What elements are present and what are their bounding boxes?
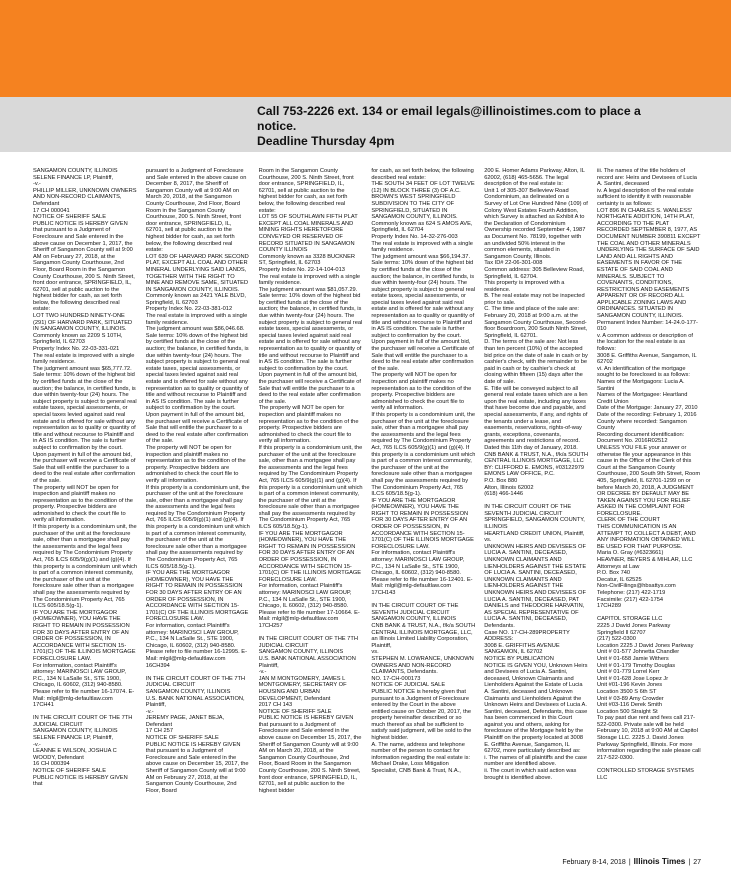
notice-column-4: for cash, as set forth below, the following described real estate: THE SOUTH 34 FEET OF LOT TWELVE (12) IN BLOCK THREE (3) OF A.C. BROWN'S WEST SPRINGFIELD SUBDIVISION TO THE CITY OF SPRINGFIELD, SITUATED IN SANGAMON COUNTY, ILLINOIS. Commonly known as 624 S AMOS AVE, Springfield, IL 62704 Property Index No. 14-32-276-003 The real estate is improved with a single family residence. The judgment amount was $66,194.37. Sale terms: 10% down of the highest bid by certified funds at the close of the auction; the balance, in certified funds, is due within twenty-four (24) hours. The subject property is subject to general real estate taxes, special assessments, or special taxes levied against said real estate and is offered for sale without any representation as to quality or quantity of title and without recourse to Plaintiff and in AS IS condition. The sale is further subject to confirmation by the court. Upon payment in full of the amount bid, the purchaser will receive a Certificate of Sale that will entitle the purchaser to a deed to the real estate after confirmation of the sale. The property will NOT be open for inspection and plaintiff makes no representation as to the condition of the property. Prospective bidders are admonished to check the court file to verify all information. If this property is a condominium unit, the purchaser of the unit at the foreclosure sale, other than a mortgagee shall pay the assessments and the legal fees required by The Condominium Property Act, 765 ILCS 605/9(g)(1) and (g)(4). If this property is a condominium unit which is part of a common interest community, the purchaser of the unit at the foreclosure sale other than a mortgagee shall pay the assessments required by The Condominium Property Act, 765 ILCS 605/18.5(g-1). IF YOU ARE THE MORTGAGOR (HOMEOWNER), YOU HAVE THE RIGHT TO REMAIN IN POSSESSION FOR 30 DAYS AFTER ENTRY OF AN ORDER OF POSSESSION, IN ACCORDANCE WITH SECTION 15-1701(C) OF THE ILLINOIS MORTGAGE FORECLOSURE LAW. For information, contact Plaintiff's attorney: MARINOSCI LAW GROUP, P.C., 134 N LaSalle St., STE 1900, Chicago, IL 60602, (312) 940-8580. Please refer to file number 16-12401. E-Mail: mlgil@mlg-defaultlaw.com 17CH143 IN THE CIRCUIT COURT OF THE SEVENTH JUDICIAL CIRCUIT SANGAMON COUNTY, ILLINOIS CNB BANK & TRUST, N.A., f/k/a SOUTH CENTRAL ILLINOIS MORTGAGE, LLC, an Illinois Limited Liability Corporation, Plaintiff, vs. STEPHEN M. LOWRANCE, UNKNOWN OWNERS AND NON-RECORD CLAIMANTS, Defendants. NO. 17-CH-000173 NOTICE OF JUDICIAL SALE PUBLIC NOTICE is hereby given that pursuant to a Judgment of Foreclosure entered by the Court in the above entitled cause on October 20, 2017, the property hereinafter described or so much thereof as shall be sufficient to satisfy said judgment, will be sold to the highest bidder. A. The name, address and telephone number of the person to contact for information regarding the real estate is: Michael Drake, Loss Mitigation Specialist, CNB Bank & Trust, N.A., [371,168,476,775]
notice-column-2: pursuant to a Judgment of Foreclosure and Sale entered in the above cause on December 8, 2017, the Sheriff of Sangamon County will at 9:00 AM on March 20, 2018, at the Sangamon County Courthouse, 2nd Floor, Board Room in the Sangamon County Courthouse, 200 S. Ninth Street, front door entrance, SPRINGFIELD, IL, 62701, sell at public auction to the highest bidder for cash, as set forth below, the following described real estate: LOT 639 OF HARVARD PARK SECOND PLAT, EXCEPT ALL COAL AND OTHER MINERAL UNDERLYING SAID LANDS, TOGETHER WITH THE RIGHT TO MINE AND REMOVE SAME, SITUATED IN SANGAMON COUNTY, ILLINOIS. Commonly known as 2421 YALE BLVD, Springfield, IL 62703 Property Index No. 22-03-381-012 The real estate is improved with a single family residence. The judgment amount was $86,046.68. Sale terms: 10% down of the highest bid by certified funds at the close of the auction; the balance, in certified funds, is due within twenty-four (24) hours. The subject property is subject to general real estate taxes, special assessments, or special taxes levied against said real estate and is offered for sale without any representation as to quality or quantity of title and without recourse to Plaintiff and in AS IS condition. The sale is further subject to confirmation by the court. Upon payment in full of the amount bid, the purchaser will receive a Certificate of Sale that will entitle the purchaser to a deed to the real estate after confirmation of the sale. The property will NOT be open for inspection and plaintiff makes no representation as to the condition of the property. Prospective bidders are admonished to check the court file to verify all information. If this property is a condominium unit, the purchaser of the unit at the foreclosure sale, other than a mortgagee shall pay the assessments and the legal fees required by The Condominium Property Act, 765 ILCS 605/9(g)(1) and (g)(4). If this property is a condominium unit which is part of a common interest community, the purchaser of the unit at the foreclosure sale other than a mortgagee shall pay the assessments required by The Condominium Property Act, 765 ILCS 605/18.5(g-1). IF YOU ARE THE MORTGAGOR (HOMEOWNER), YOU HAVE THE RIGHT TO REMAIN IN POSSESSION FOR 30 DAYS AFTER ENTRY OF AN ORDER OF POSSESSION, IN ACCORDANCE WITH SECTION 15-1701(C) OF THE ILLINOIS MORTGAGE FORECLOSURE LAW. For information, contact Plaintiff's attorney: MARINOSCI LAW GROUP, P.C., 134 N LaSalle St., STE 1900, Chicago, IL 60602, (312) 940-8580. Please refer to file number 16-12995. E-Mail: mlgil@mlg-defaultlaw.com 16CH394 IN THE CIRCUIT COURT OF THE 7TH JUDICIAL CIRCUIT SANGAMON COUNTY, ILLINOIS U.S. BANK NATIONAL ASSOCIATION, Plaintiff, -v.- JEREMY PAGE, JANET BEJA, Defendant 17 CH 257 NOTICE OF SHERIFF SALE PUBLIC NOTICE IS HEREBY GIVEN that pursuant to a Judgment of Foreclosure and Sale entered in the above cause on December 15, 2017, the Sheriff of Sangamon County will at 9:00 AM on February 27, 2018, at the Sangamon County Courthouse, 2nd Floor, Board [145,168,250,794]
contact-line-2: Deadline Thursday 4pm [257,134,395,148]
footer-separator: | [628,859,631,866]
notice-column-6: iii. The names of the title holders of record are: Heirs and Devisees of Lucia A. Santini, deceased iv. A legal description of the real estate sufficient to identify it with reasonable certainty is as follows: LOT 896 IN CHARLES S. WANLESS' NORTHGATE ADDITION, 14TH PLAT, ACCORDING TO THE PLAT RECORDED SEPTEMBER 8, 1977, AS DOCUMENT NUMBER 390811 EXCEPT THE COAL AND OTHER MINERALS UNDERLYING THE SURFACE OF SAID LAND AND ALL RIGHTS AND EASEMENTS IN FAVOR OF THE ESTATE OF SAID COAL AND MINERALS. SUBJECT TO COVENANTS, CONDITIONS, RESTRICTIONS AND EASEMENTS APPARENT OR OF RECORD ALL APPLICABLE ZONING LAWS AND ORDINANCES. SITUATED IN SANGAMON COUNTY, ILLINOIS. Permanent Index Number: 14-24.0-177-010 v. A common address or description of the location for the real estate is as follows: 3008 E. Griffiths Avenue, Sangamon, IL 62702 vi. An identification of the mortgage sought to be foreclosed is as follows: Names of the Mortgagors: Lucia A. Santini Names of the Mortgagee: Heartland Credit Union Date of the Mortgage: January 27, 2010 Date of the recording: February 1, 2016 County where recorded: Sangamon County Recording document identification: Document No. 2016R02512 UNLESS YOU FILE your answer or otherwise file your appearance in this cause in the Office of the Clerk of this Court at the Sangamon County Courthouse, 200 South 9th Street, Room 405, Springfield, IL 62701-1299 on or before March 20, 2018, A JUDGMENT OR DECREE BY DEFAULT MAY BE TAKEN AGAINST YOU FOR RELIEF ASKED IN THE COMPLAINT FOR FORECLOSURE. CLERK OF THE COURT THIS COMMUNICATION IS AN ATTEMPT TO COLLECT A DEBT, AND ANY INFORMATION OBTAINED WILL BE USED FOR THAT PURPOSE. Maria O. Gray (#6323661) HEAVNER, BEYERS & MIHLAR, LLC Attorneys at Law P.O. Box 740 Decatur, IL 62525 Non-CivilFilings@hbsattys.com Telephone: (217) 422-1719 Facsimile: (217) 422-1754 17CH289 CAPITOL STORAGE LLC 2225 J David Jones Parkway Springfield Il 62707 (217) 522-0300 Location 2225 J David Jones Parkway Unit # 01-577 Johnetta Chandler Unit # 01-658 Jamie Withers Unit # 01-179 Timothy Douglas Unit # 01-779 Lorrel Kerr Unit # 01-628 Jose Lopez Jr Unit #01-196 Kevin Jones Location 3500 S 6th ST Unit # 03-89 Amy Crowder Unit #03-116 Derek Smith Location 500 Straight St To pay past due rent and fees call 217-522-0300. Private sale will be held February 10, 2018 at 9:00 AM at Capitol Storage LLC. 2225 J. David Jones Parkway Springfield, Illinois. For more information regarding the sale please call 217-522-0300. CONTROLLED STORAGE SYSTEMS LLC [596,168,701,781]
legal-notices-columns [33,168,701,838]
contact-info [257,104,677,149]
notice-column-1: SANGAMON COUNTY, ILLINOIS SELENE FINANCE LP, Plaintiff, -v.- PHILLIP MILLER, UNKNOWN OWNERS AND NON-RECORD CLAIMANTS, Defendant 17 CH 000041 NOTICE OF SHERIFF SALE PUBLIC NOTICE IS HEREBY GIVEN that pursuant to a Judgment of Foreclosure and Sale entered in the above cause on December 1, 2017, the Sheriff of Sangamon County will at 9:00 AM on February 27, 2018, at the Sangamon County Courthouse, 2nd Floor, Board Room in the Sangamon County Courthouse, 200 S. Ninth Street, front door entrance, SPRINGFIELD, IL, 62701, sell at public auction to the highest bidder for cash, as set forth below, the following described real estate: LOT TWO HUNDRED NINETY-ONE (291) OF HARVARD PARK, SITUATED IN SANGAMON COUNTY, ILLINOIS. Commonly known as 2209 S 10TH, Springfield, IL 62703 Property Index No. 22-03-331-021 The real estate is improved with a single family residence. The judgment amount was $65,777.72. Sale terms: 10% down of the highest bid by certified funds at the close of the auction; the balance, in certified funds, is due within twenty-four (24) hours. The subject property is subject to general real estate taxes, special assessments, or special taxes levied against said real estate and is offered for sale without any representation as to quality or quantity of title and without recourse to Plaintiff and in AS IS condition. The sale is further subject to confirmation by the court. Upon payment in full of the amount bid, the purchaser will receive a Certificate of Sale that will entitle the purchaser to a deed to the real estate after confirmation of the sale. The property will NOT be open for inspection and plaintiff makes no representation as to the condition of the property. Prospective bidders are admonished to check the court file to verify all information. If this property is a condominium unit, the purchaser of the unit at the foreclosure sale, other than a mortgagee shall pay the assessments and the legal fees required by The Condominium Property Act, 765 ILCS 605/9(g)(1) and (g)(4). If this property is a condominium unit which is part of a common interest community, the purchaser of the unit at the foreclosure sale other than a mortgagee shall pay the assessments required by The Condominium Property Act, 765 ILCS 605/18.5(g-1). IF YOU ARE THE MORTGAGOR (HOMEOWNER), YOU HAVE THE RIGHT TO REMAIN IN POSSESSION FOR 30 DAYS AFTER ENTRY OF AN ORDER OF POSSESSION, IN ACCORDANCE WITH SECTION 15-1701(C) OF THE ILLINOIS MORTGAGE FORECLOSURE LAW. For information, contact Plaintiff's attorney: MARINOSCI LAW GROUP, P.C., 134 N LaSalle St., STE 1900, Chicago, IL 60602, (312) 940-8580. Please refer to file number 16-17074. E-Mail: mlgil@mlg-defaultlaw.com 17CH41 IN THE CIRCUIT COURT OF THE 7TH JUDICIAL CIRCUIT SANGAMON COUNTY, ILLINOIS SELENE FINANCE LP, Plaintiff, -v.- LEANNE E WILSON, JOSHUA C WOODY, Defendant 16 CH 000394 NOTICE OF SHERIFF SALE PUBLIC NOTICE IS HEREBY GIVEN that [33,168,137,788]
notice-column-3: Room in the Sangamon County Courthouse, 200 S. Ninth Street, front door entrance, SPRINGFIELD, IL, 62701, sell at public auction to the highest bidder for cash, as set forth below, the following described real estate: LOT 55 OF SOUTHLAWN FIFTH PLAT EXCEPT ALL COAL MINERALS AND MINING RIGHTS HERETOFORE CONVEYED OR RESERVED OF RECORD SITUATED IN SANGAMON COUNTY ILLINOIS Commonly known as 3328 BUCKNER ST, Springfield, IL 62703 Property Index No. 22-14-104-013 The real estate is improved with a single family residence. The judgment amount was $81,057.29. Sale terms: 10% down of the highest bid by certified funds at the close of the auction; the balance, in certified funds, is due within twenty-four (24) hours. The subject property is subject to general real estate taxes, special assessments, or special taxes levied against said real estate and is offered for sale without any representation as to quality or quantity of title and without recourse to Plaintiff and in AS IS condition. The sale is further subject to confirmation by the court. Upon payment in full of the amount bid, the purchaser will receive a Certificate of Sale that will entitle the purchaser to a deed to the real estate after confirmation of the sale. The property will NOT be open for inspection and plaintiff makes no representation as to the condition of the property. Prospective bidders are admonished to check the court file to verify all information. If this property is a condominium unit, the purchaser of the unit at the foreclosure sale, other than a mortgagee shall pay the assessments and the legal fees required by The Condominium Property Act, 765 ILCS 605/9(g)(1) and (g)(4). If this property is a condominium unit which is part of a common interest community, the purchaser of the unit at the foreclosure sale other than a mortgagee shall pay the assessments required by The Condominium Property Act, 765 ILCS 605/18.5(g-1). IF YOU ARE THE MORTGAGOR (HOMEOWNER), YOU HAVE THE RIGHT TO REMAIN IN POSSESSION FOR 30 DAYS AFTER ENTRY OF AN ORDER OF POSSESSION, IN ACCORDANCE WITH SECTION 15-1701(C) OF THE ILLINOIS MORTGAGE FORECLOSURE LAW. For information, contact Plaintiff's attorney: MARINOSCI LAW GROUP, P.C., 134 N LaSalle St., STE 1900, Chicago, IL 60602, (312) 940-8580. Please refer to file number 17-10664. E-Mail: mlgil@mlg-defaultlaw.com 17CH257 IN THE CIRCUIT COURT OF THE 7TH JUDICIAL CIRCUIT SANGAMON COUNTY, ILLINOIS U.S. BANK NATIONAL ASSOCIATION Plaintiff, -v.- JAN M MONTGOMERY, JAMES L MONTGOMERY, SECRETARY OF HOUSING AND URBAN DEVELOPMENT, Defendant 2017 CH 143 NOTICE OF SHERIFF SALE PUBLIC NOTICE IS HEREBY GIVEN that pursuant to a Judgment of Foreclosure and Sale entered in the above cause on December 15, 2017, the Sheriff of Sangamon County will at 9:00 AM on March 20, 2018, at the Sangamon County Courthouse, 2nd Floor, Board Room in the Sangamon County Courthouse, 200 S. Ninth Street, front door entrance, SPRINGFIELD, IL, 62701, sell at public auction to the highest bidder [258,168,363,794]
footer-separator: | [688,859,691,866]
page-footer [562,857,701,866]
page-number: 27 [693,859,701,866]
publication-name: Illinois Times [633,857,686,866]
issue-date: February 8-14, 2018 [562,859,626,866]
notice-column-5: 200 E. Homer Adams Parkway, Alton, IL 62002, (618) 465-5656. The legal description of the real estate is: Unit 1 of 305-307 Belleview Road Condominium, as delineated on a Survey of Lot One Hundred Nine (109) of Colony West Estates Fourth Addition, which Survey is attached as Exhibit A to the Declaration of Condominium Ownership recorded September 4, 1987 as Document No. 78199, together with an undivided 50% interest in the common elements, situated in Sangamon County, Illinois. Tax ID# 22-06-301-008 Common address: 305 Belleview Road, Springfield, IL 62704. This property is improved with a residence. B. The real estate may not be inspected prior to sale. C. The time and place of the sale are: February 20, 2018 at 9:00 a.m. at the Sangamon County Courthouse, Second-floor Boardroom, 200 South Ninth Street, Springfield, IL 62701. D. The terms of the sale are: Not less than ten percent (10%) of the accepted bid price on the date of sale in cash or by cashier's check, with the remainder to be paid in cash or by cashier's check at closing within fifteen (15) days after the date of sale. E. Title will be conveyed subject to all general real estate taxes which are a lien upon the real estate, including any taxes that have become due and payable, and special assessments, if any, and rights of the tenants under a lease, and easements, reservations, rights-of-way grants, exceptions, covenants, agreements and restrictions of record. Dated this 11th day of January, 2018. CNB BANK & TRUST, N.A., f/k/a SOUTH CENTRAL ILLINOIS MORTGAGE, LLC BY: CLIFFORD E. EMONS, #03122979 EMONS LAW OFFICE, P.C. P.O. Box 880 Alton, Illinois 62002 (618) 466-1446 IN THE CIRCUIT COURT OF THE SEVENTH JUDICIAL CIRCUIT SPRINGFIELD, SANGAMON COUNTY, ILLINOIS HEARTLAND CREDIT UNION, Plaintiff, vs. UNKNOWN HEIRS AND DEVISEES OF LUCIA A. SANTINI, DECEASED, UNKNOWN CLAIMANTS AND LIENHOLDERS AGAINST THE ESTATE OF LUCIA A. SANTINI, DECEASED, UNKNOWN CLAIMANTS AND LIENHOLDERS AGAINST THE UNKNOWN HEIRS AND DEVISEES OF LUCIA A. SANTINI, DECEASED, PAT DANIELS and THEODORE HARVATIN, AS SPECIAL REPRESENTATIVE OF LUCIA A. SANTINI, DECEASED, Defendants. Case NO. 17-CH-289PROPERTY ADDRESS: 3008 E. GRIFFITHS AVENUE SANGAMON, IL 62702 NOTICE BY PUBLICATION NOTICE IS GIVEN YOU, Unknown Heirs and Devisees of Lucia A. Santini, deceased, Unknown Claimants and Lienholders Against the Estate of Lucia A. Santini, deceased and Unknown Claimants and Lienholders Against the Unknown Heirs and Devisees of Lucia A. Santini, deceased, Defendants, this case has been commenced in this Court against you and others, asking for foreclosure of the Mortgage held by the Plaintiff on the property located at 3008 E. Griffiths Avenue, Sangamon, IL 62702, more particularly described as: i. The names of all plaintiffs and the case number are identified above. ii. The court in which said action was brought is identified above. [484,168,589,781]
contact-line-1: Call 753-2226 ext. 134 or email legals@illinoistimes.com to place a notice. [257,104,641,133]
orange-header-banner [0,0,731,97]
